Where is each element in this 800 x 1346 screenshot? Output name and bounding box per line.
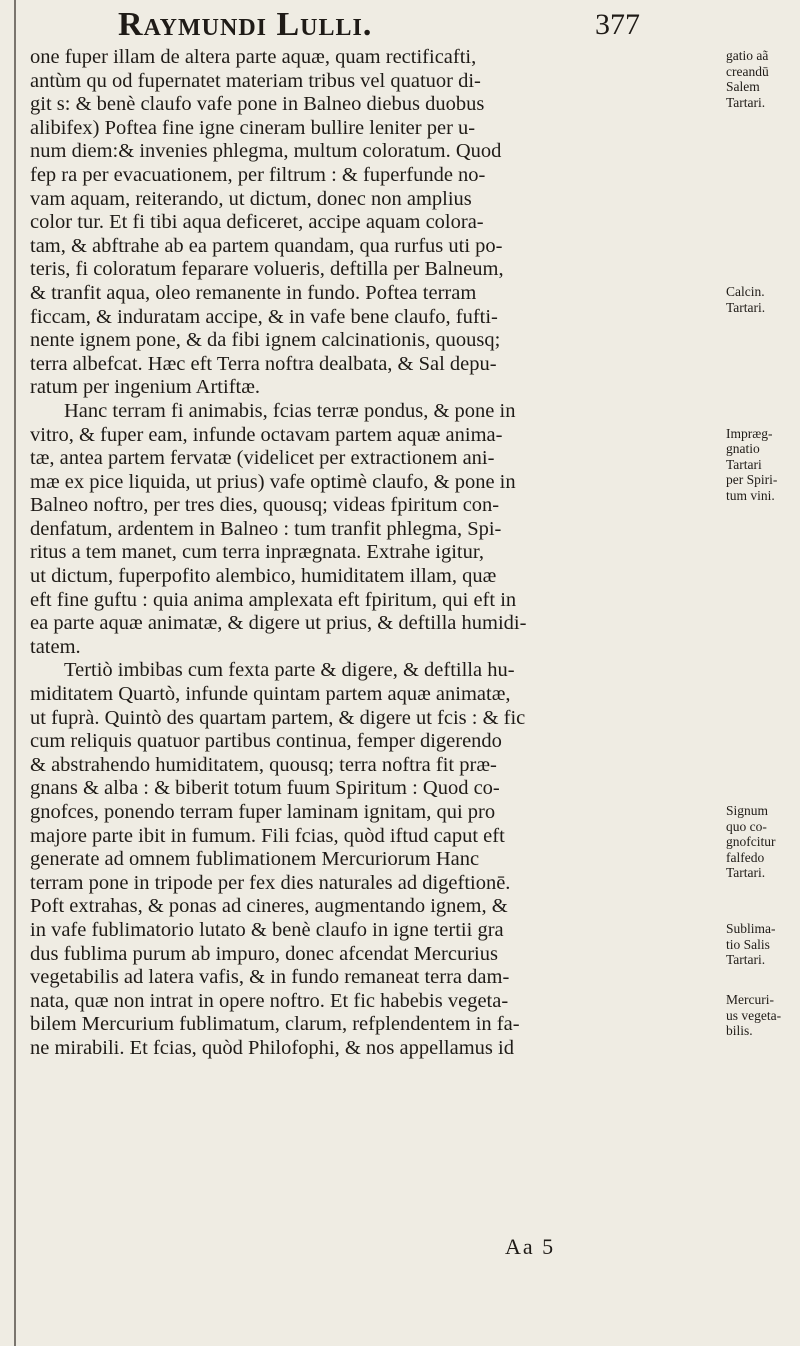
marginal-note-line: Tartari. <box>726 94 766 110</box>
marginal-note-line: bilis. <box>726 1023 753 1038</box>
marginal-note-line: Calcin. <box>726 284 765 299</box>
marginal-note-line: Sublima- <box>726 921 776 937</box>
page-header <box>90 0 730 44</box>
text-line: nente ignem pone, & da fibi ignem calcinationis, quousq; <box>30 329 501 352</box>
marginal-note <box>726 803 800 881</box>
text-line: eft fine guftu : quia anima amplexata eft fpiritum, qui eft in <box>30 588 517 611</box>
marginal-note <box>726 921 800 968</box>
text-line: dus fublima purum ab impuro, donec afcendat Mercurius <box>30 942 498 965</box>
text-line: Balneo noftro, per tres dies, quousq; videas fpiritum con- <box>30 494 500 517</box>
text-line: & abstrahendo humiditatem, quousq; terra noftra fit præ- <box>30 753 497 776</box>
text-line: denfatum, ardentem in Balneo : tum tranfit phlegma, Spi- <box>30 517 502 540</box>
text-line: & tranfit aqua, oleo remanente in fundo. Poftea terram <box>30 281 477 304</box>
marginal-note-line: Tartari. <box>726 952 766 968</box>
text-line: generate ad omnem fublimationem Mercuriorum Hanc <box>30 848 480 871</box>
text-line: ratum per ingenium Artiftæ. <box>30 376 261 399</box>
text-line: vitro, & fuper eam, infunde octavam partem aquæ anima- <box>30 423 503 446</box>
text-line: fep ra per evacuationem, per filtrum : & fuperfunde no- <box>30 163 486 186</box>
text-line: ne mirabili. Et fcias, quòd Philofophi, & nos appellamus id <box>30 1036 514 1059</box>
text-line: miditatem Quartò, infunde quintam partem aquæ animatæ, <box>30 683 511 706</box>
text-line: mæ ex pice liquida, ut prius) vafe optimè claufo, & pone in <box>30 470 516 493</box>
page-number: 377 <box>595 8 640 41</box>
text-line: num diem:& invenies phlegma, multum coloratum. Quod <box>30 140 502 163</box>
text-line: ficcam, & induratam accipe, & in vafe bene claufo, fufti- <box>30 305 498 328</box>
text-line: Poft extrahas, & ponas ad cineres, augmentando ignem, & <box>30 895 508 918</box>
marginal-note-line: tio Salis <box>726 936 770 952</box>
text-line: alibifex) Poftea fine igne cineram bullire leniter per u- <box>30 116 476 139</box>
text-line: tæ, antea partem fervatæ (videlicet per extractionem ani- <box>30 447 495 470</box>
marginal-note-line: Impræg- <box>726 425 773 441</box>
marginal-note-line: Signum <box>726 803 769 819</box>
marginal-note <box>726 48 800 110</box>
text-line: Tertiò imbibas cum fexta parte & digere, & deftilla hu- <box>64 659 515 682</box>
text-line: in vafe fublimatorio lutato & benè claufo in igne tertii gra <box>30 918 504 941</box>
text-line: teris, fi coloratum feparare volueris, deftilla per Balneum, <box>30 258 504 281</box>
marginal-note <box>726 426 800 504</box>
text-line: vam aquam, reiterando, ut dictum, donec non amplius <box>30 187 472 210</box>
text-line: majore parte ibit in fumum. Fili fcias, quòd iftud caput eft <box>30 824 505 847</box>
signature-mark: Aa 5 <box>505 1234 556 1259</box>
text-line: ut fuprà. Quintò des quartam partem, & digere ut fcis : & fic <box>30 706 526 729</box>
text-line: nata, quæ non intrat in opere noftro. Et fic habebis vegeta- <box>30 989 509 1012</box>
marginal-note-line: creandū <box>726 63 769 79</box>
marginal-note-line: Tartari <box>726 456 762 472</box>
marginal-note-line: gnatio <box>726 441 760 457</box>
body-text <box>30 46 720 1061</box>
text-line: antùm qu od fupernatet materiam tribus vel quatuor di- <box>30 69 481 92</box>
marginal-note-line: tum vini. <box>726 487 775 503</box>
text-line: terram pone in tripode per fex dies naturales ad digeftionē. <box>30 871 511 894</box>
marginal-note <box>726 992 800 1039</box>
marginal-note-line: Salem <box>726 79 760 94</box>
marginal-note-line: Mercuri- <box>726 992 774 1007</box>
text-line: ea parte aquæ animatæ, & digere ut prius, & deftilla humidi- <box>30 612 527 635</box>
text-line: color tur. Et fi tibi aqua deficeret, accipe aquam colora- <box>30 211 484 234</box>
marginal-note <box>726 284 800 315</box>
text-line: bilem Mercurium fublimatum, clarum, refplendentem in fa- <box>30 1013 520 1036</box>
gutter-shadow <box>14 0 16 1346</box>
marginal-note-line: gnofcitur <box>726 834 776 850</box>
text-line: Hanc terram fi animabis, fcias terræ pondus, & pone in <box>64 399 516 422</box>
text-line: cum reliquis quatuor partibus continua, femper digerendo <box>30 730 502 753</box>
marginal-note-line: quo co- <box>726 818 767 834</box>
text-line: vegetabilis ad latera vafis, & in fundo remaneat terra dam- <box>30 966 510 989</box>
text-line: tatem. <box>30 635 81 658</box>
marginal-note-line: gatio aã <box>726 48 769 63</box>
text-line: one fuper illam de altera parte aquæ, quam rectificafti, <box>30 46 477 68</box>
marginal-note-line: Tartari. <box>726 299 766 315</box>
text-line: terra albefcat. Hæc eft Terra noftra dealbata, & Sal depu- <box>30 352 497 375</box>
text-line: git s: & benè claufo vafe pone in Balneo diebus duobus <box>30 93 485 116</box>
marginal-note-line: Tartari. <box>726 865 766 881</box>
marginal-note-line: per Spiri- <box>726 472 778 488</box>
text-line: ritus a tem manet, cum terra inprægnata. Extrahe igitur, <box>30 541 485 564</box>
marginal-note-line: falfedo <box>726 849 765 865</box>
text-line: gnofces, ponendo terram fuper laminam ignitam, qui pro <box>30 801 496 823</box>
text-line: gnans & alba : & biberit totum fuum Spiritum : Quod co- <box>30 777 500 800</box>
running-head: Raymundi Lulli. <box>118 6 373 43</box>
marginal-note-line: us vegeta- <box>726 1007 782 1023</box>
text-line: ut dictum, fuperpofito alembico, humiditatem illam, quæ <box>30 565 497 588</box>
text-line: tam, & abftrahe ab ea partem quandam, qua rurfus uti po- <box>30 234 503 257</box>
